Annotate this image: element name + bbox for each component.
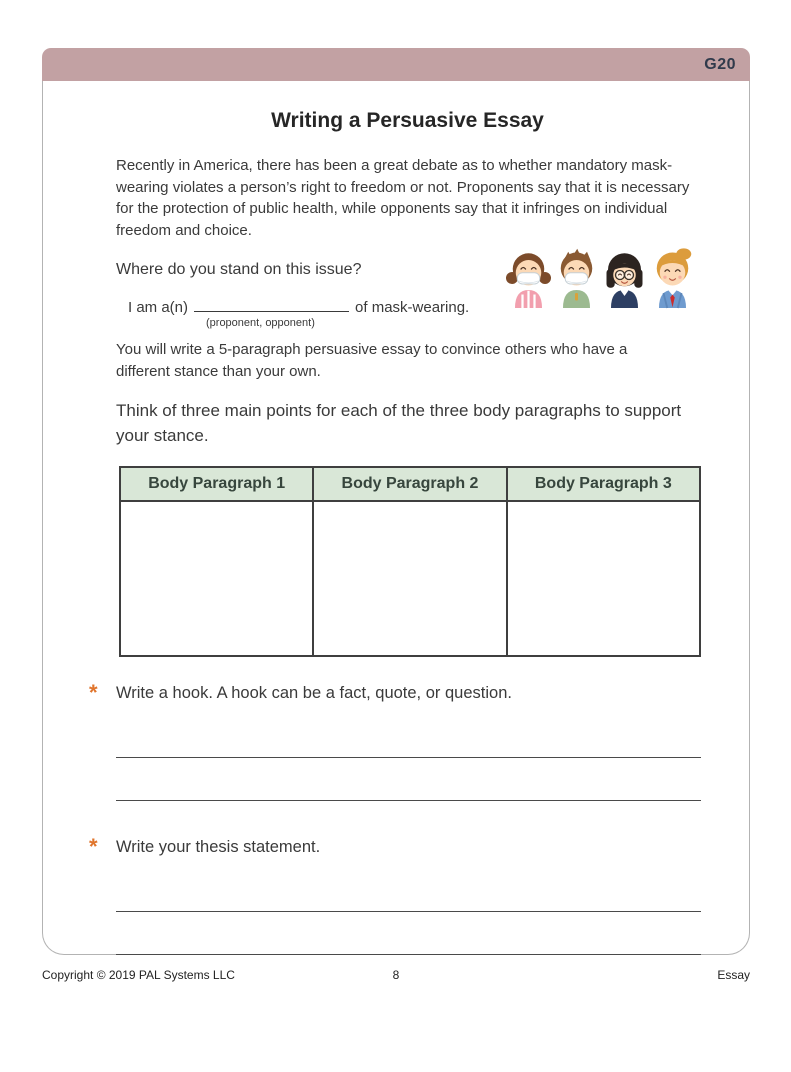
stance-blank-field[interactable] xyxy=(194,295,349,312)
stance-question-column xyxy=(116,255,506,329)
body-paragraph-2-cell[interactable] xyxy=(313,501,506,656)
instruction-paragraph: Think of three main points for each of the three body paragraphs to support your stance. xyxy=(116,401,682,445)
intro-paragraph: Recently in America, there has been a great debate as to whether mandatory mask-wearing violates a person’s right to freedom or not. Proponents say that it is necessary for the protection of public health, while opponents say that it infringes on individual freedom and choice. xyxy=(116,157,690,239)
table-header-body-paragraph-1: Body Paragraph 1 xyxy=(120,467,313,501)
table-header-body-paragraph-3: Body Paragraph 3 xyxy=(507,467,700,501)
children-masks-illustration xyxy=(506,247,695,309)
page-title: Writing a Persuasive Essay xyxy=(271,109,544,132)
stance-question-row xyxy=(116,255,699,329)
hook-answer-line-1[interactable] xyxy=(116,757,701,758)
thesis-answer-line-2[interactable] xyxy=(116,954,701,955)
child-girl-ponytail-icon xyxy=(650,247,695,309)
body-paragraph-3-cell[interactable] xyxy=(507,501,700,656)
stance-hint: (proponent, opponent) xyxy=(206,317,315,329)
hook-answer-line-2[interactable] xyxy=(116,800,701,801)
child-girl-pigtails-mask-icon xyxy=(506,247,551,309)
footer-page-number: 8 xyxy=(392,968,400,982)
worksheet-tag: G20 xyxy=(704,55,736,73)
body-paragraphs-table xyxy=(119,466,701,657)
child-girl-glasses-icon xyxy=(602,247,647,309)
worksheet-page xyxy=(42,81,750,955)
fill-in-before-text: I am a(n) xyxy=(128,299,189,316)
thesis-answer-line-1[interactable] xyxy=(116,911,701,912)
hook-task-label: Write a hook. A hook can be a fact, quote, or question. xyxy=(116,684,512,702)
fill-in-after-text: of mask-wearing. xyxy=(355,299,470,316)
assignment-paragraph: You will write a 5-paragraph persuasive essay to convince others who have a different stance than your own. xyxy=(116,341,628,380)
worksheet-tag-bar xyxy=(42,48,750,81)
body-paragraph-1-cell[interactable] xyxy=(120,501,313,656)
thesis-task-label: Write your thesis statement. xyxy=(116,838,321,856)
table-header-body-paragraph-2: Body Paragraph 2 xyxy=(313,467,506,501)
hook-task xyxy=(89,681,699,705)
stance-question: Where do you stand on this issue? xyxy=(116,261,362,278)
table-row xyxy=(120,501,700,656)
footer-section-label: Essay xyxy=(717,968,750,982)
page-footer xyxy=(42,968,750,982)
asterisk-marker: * xyxy=(89,834,98,859)
stance-fill-in-row xyxy=(128,295,506,316)
child-boy-mask-icon xyxy=(554,247,599,309)
footer-copyright: Copyright © 2019 PAL Systems LLC xyxy=(42,968,235,982)
thesis-task xyxy=(89,835,699,859)
asterisk-marker: * xyxy=(89,680,98,705)
